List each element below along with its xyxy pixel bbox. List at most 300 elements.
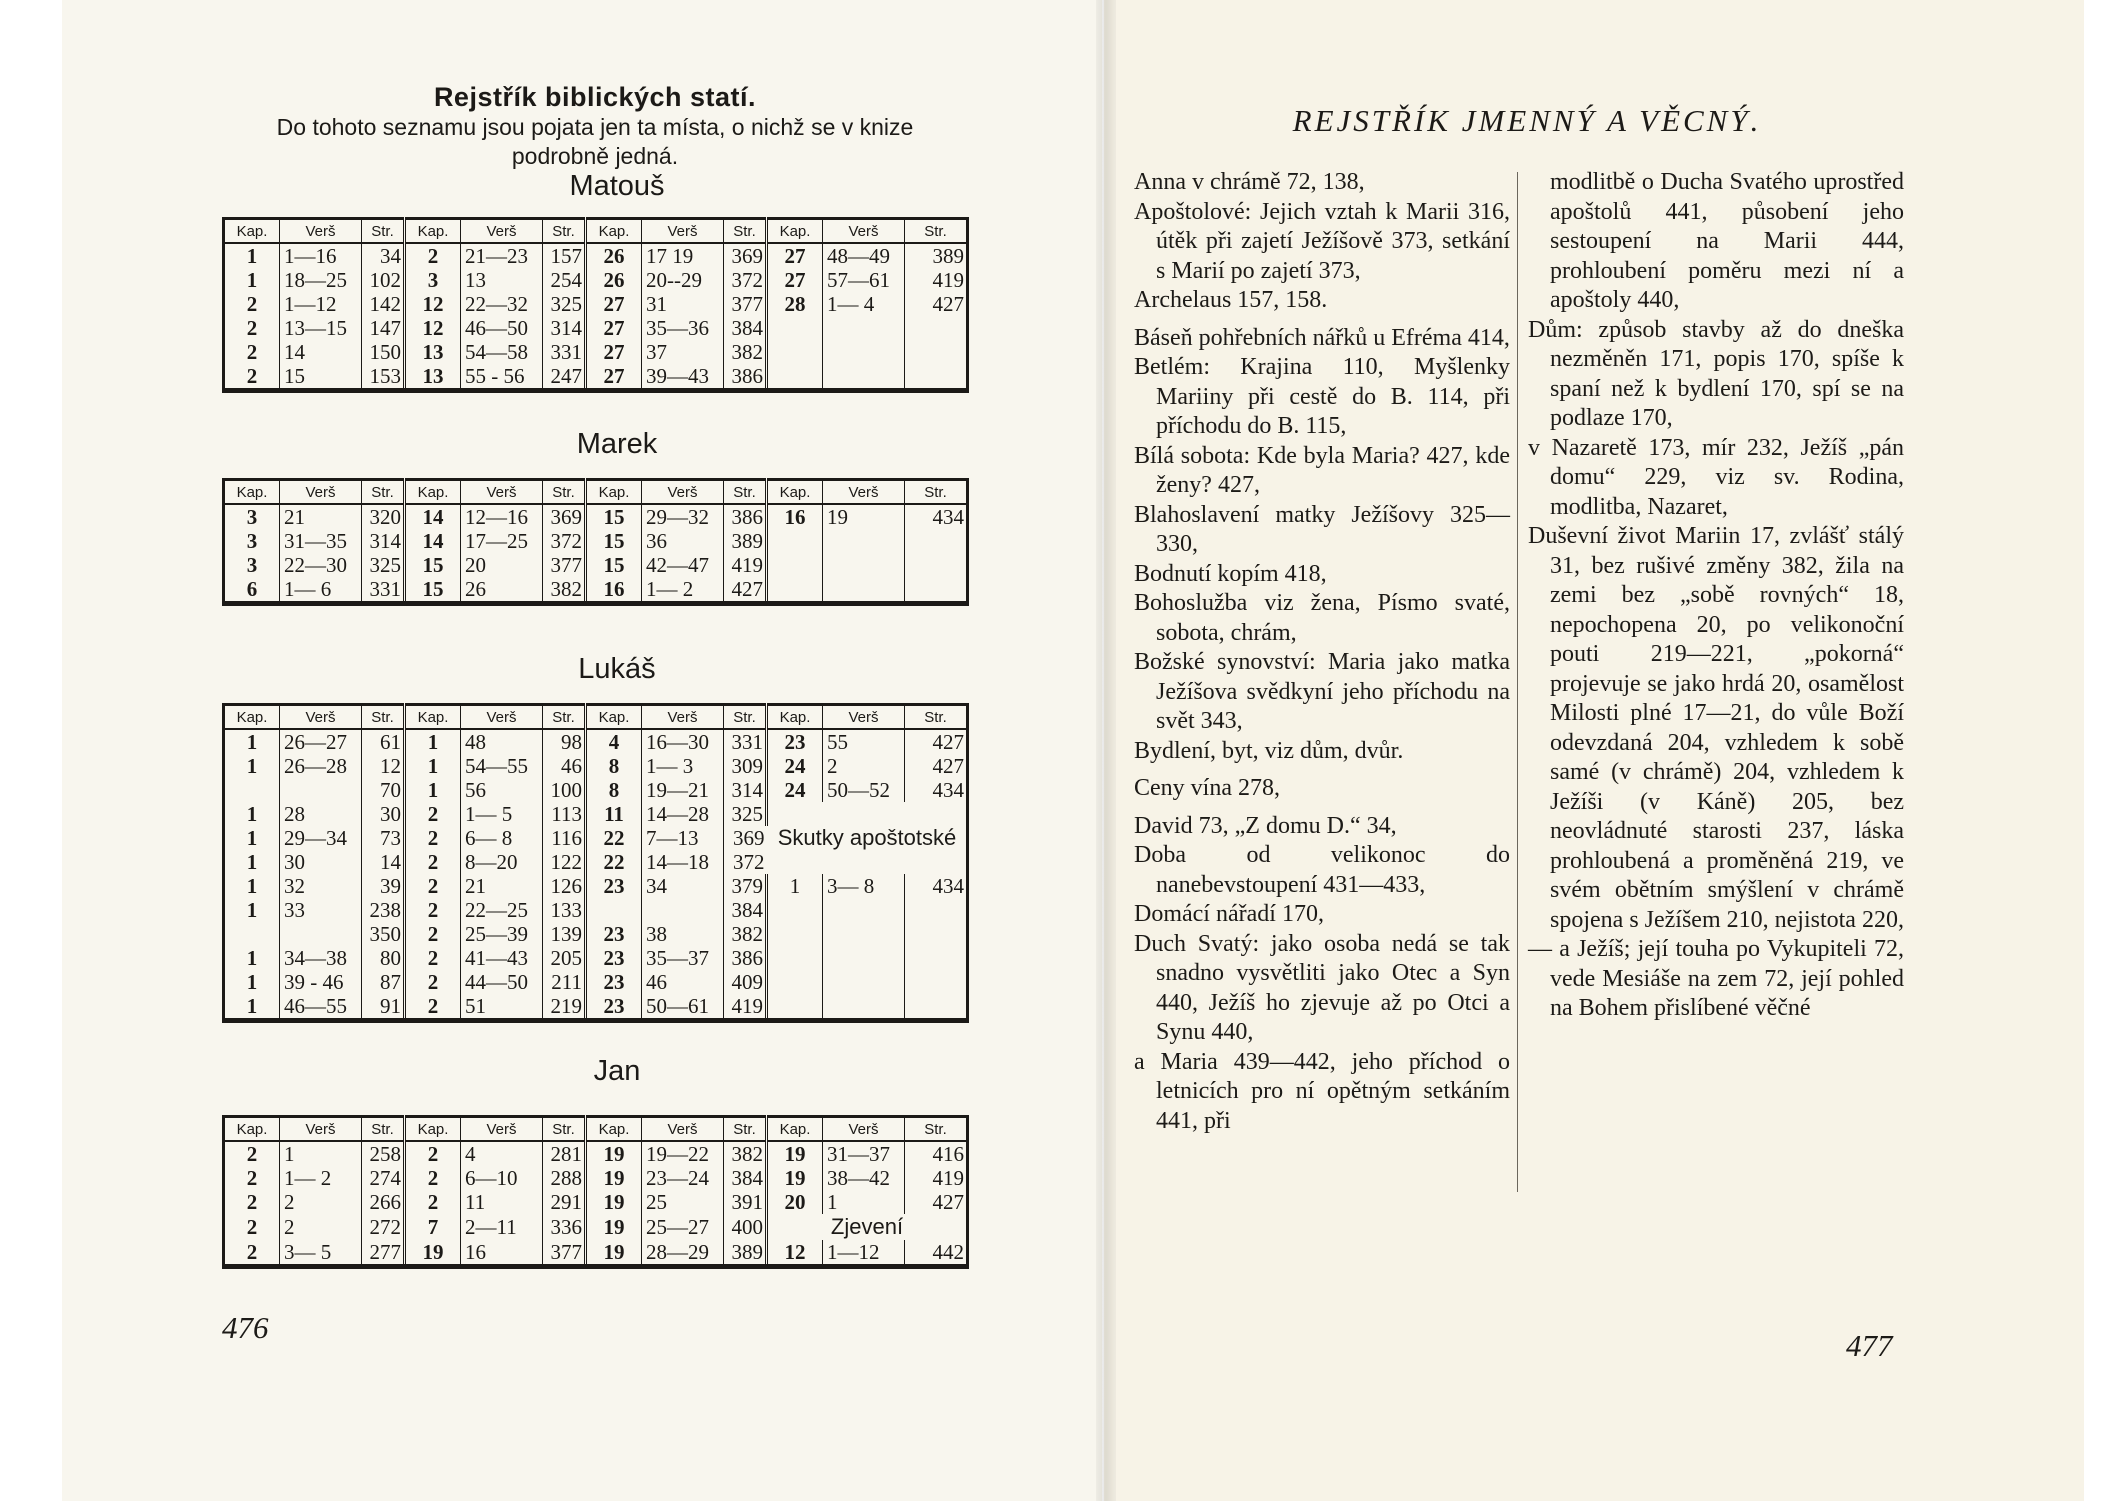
table-cell: 38 [642, 922, 724, 946]
table-cell: 142 [362, 292, 405, 316]
table-cell: 19 [586, 1214, 642, 1240]
table-cell: 419 [932, 1166, 964, 1190]
table-cell: 22 [586, 826, 642, 850]
table-cell: 1—12 [280, 292, 362, 316]
table-cell: 1 [224, 826, 280, 850]
table-cell: 400 [724, 1214, 767, 1240]
column-header: Str. [362, 1117, 405, 1142]
table-cell: 11 [461, 1190, 543, 1214]
table-cell: 19 [586, 1141, 642, 1166]
gospel-matous-title: Matouš [569, 170, 665, 202]
table-cell [224, 922, 280, 946]
table-cell: 20--29 [642, 268, 724, 292]
table-cell: 13 [405, 364, 461, 391]
table-cell: 281 [543, 1141, 586, 1166]
table-cell: 1 [224, 946, 280, 970]
table-cell: 2—11 [461, 1214, 543, 1240]
table-cell: 1— 5 [461, 802, 543, 826]
table-cell: 254 [543, 268, 586, 292]
index-entry: modlitbě o Ducha Svatého uprostřed apoštolů 441, působení jeho sestoupení na Marii 444, prohloubení poměru mezi ní a apoštoly 440, [1550, 169, 1904, 313]
table-cell: 382 [543, 577, 586, 604]
column-header: Kap. [224, 219, 280, 244]
table-cell [823, 577, 905, 604]
table-cell: 16 [767, 504, 823, 529]
table-cell: 1 [405, 754, 461, 778]
table-cell: 12 [362, 754, 405, 778]
column-header: Verš [642, 480, 724, 505]
table-cell: 4 [461, 1141, 543, 1166]
table-cell: 19—22 [642, 1141, 724, 1166]
index-entry: Doba od velikonoc do nanebevstoupení 431—433, [1134, 842, 1510, 898]
table-cell: 1 [224, 802, 280, 826]
table-cell: 122 [543, 850, 586, 874]
table-cell: 27 [586, 292, 642, 316]
table-cell: 116 [543, 826, 586, 850]
table-cell: 48—49 [823, 243, 905, 268]
table-cell: 19 [767, 1141, 823, 1166]
table-cell: 266 [362, 1190, 405, 1214]
table-cell [767, 577, 823, 604]
table-cell: 2 [224, 1166, 280, 1190]
table-cell: 2 [405, 1141, 461, 1166]
table-cell: 14—18 [642, 850, 724, 874]
table-cell: 377 [543, 553, 586, 577]
index-entry: Apoštolové: Jejich vztah k Marii 316, útěk při zajetí Ježíšově 373, setkání s Marií po zajetí 373, [1134, 198, 1510, 284]
table-cell: 26 [586, 243, 642, 268]
table-row [224, 1166, 968, 1190]
table-cell: 50—61 [642, 994, 724, 1021]
table-cell: 369 [724, 243, 767, 268]
table-cell: 3— 8 [823, 874, 905, 898]
table-cell: 1— 2 [642, 577, 724, 604]
table-cell [905, 364, 968, 391]
table-cell: 8 [586, 778, 642, 802]
bible-index-header [200, 82, 990, 170]
table-cell: 2 [405, 946, 461, 970]
table-cell: 46 [543, 754, 586, 778]
table-cell [280, 922, 362, 946]
table-cell: 17—25 [461, 529, 543, 553]
table-cell: 314 [543, 316, 586, 340]
table-cell: 30 [280, 850, 362, 874]
table-cell: 46 [642, 970, 724, 994]
table-cell: 21—23 [461, 243, 543, 268]
table-cell: 46—50 [461, 316, 543, 340]
table-cell: 31—35 [280, 529, 362, 553]
page-number-left: 476 [222, 1310, 269, 1345]
index-entry: Anna v chrámě 72, 138, [1134, 169, 1365, 195]
index-entry: v Nazaretě 173, mír 232, Ježíš „pán domu“ 229, viz sv. Rodina, modlitba, Nazaret, [1528, 434, 1904, 520]
table-cell: 55 - 56 [461, 364, 543, 391]
table-cell: 382 [724, 340, 767, 364]
table-cell: 384 [724, 1166, 767, 1190]
column-header: Str. [543, 705, 586, 730]
table-cell: 73 [362, 826, 405, 850]
table-cell: 1 [280, 1141, 362, 1166]
column-header: Verš [280, 480, 362, 505]
table-cell: 15 [405, 577, 461, 604]
index-entry: Bodnutí kopím 418, [1134, 560, 1327, 587]
gospel-jan-title: Jan [593, 1055, 641, 1087]
table-cell: 16 [461, 1240, 543, 1267]
index-entry: Blahoslavení matky Ježíšovy 325—330, [1134, 501, 1510, 557]
table-cell: 26—28 [280, 754, 362, 778]
table-cell: 35—37 [642, 946, 724, 970]
index-entry: Bohoslužba viz žena, Písmo svaté, sobota, chrám, [1134, 590, 1510, 646]
table-row [224, 754, 968, 778]
gospel-lukas-table [222, 703, 969, 1023]
column-header: Str. [362, 705, 405, 730]
table-cell: 3— 5 [280, 1240, 362, 1267]
column-header: Kap. [224, 705, 280, 730]
table-cell: 19 [586, 1166, 642, 1190]
column-header: Str. [905, 1117, 968, 1142]
column-header: Str. [905, 705, 968, 730]
table-cell: 14 [405, 504, 461, 529]
table-cell [823, 364, 905, 391]
table-cell [905, 922, 968, 946]
table-cell: 1 [224, 729, 280, 754]
index-entry: Bílá sobota: Kde byla Maria? 427, kde ženy? 427, [1134, 442, 1510, 498]
table-cell: 57—61 [823, 268, 905, 292]
table-cell: 379 [724, 874, 767, 898]
table-cell: 27 [586, 316, 642, 340]
table-cell [905, 340, 968, 364]
column-divider [1517, 172, 1518, 1192]
table-cell: 3 [224, 504, 280, 529]
bible-index-title: Rejstřík biblických statí. [433, 82, 757, 112]
table-cell: 46—55 [280, 994, 362, 1021]
table-cell: 2 [405, 994, 461, 1021]
table-cell: 2 [280, 1214, 362, 1240]
column-header: Verš [280, 219, 362, 244]
table-cell: 54—55 [461, 754, 543, 778]
table-cell: 3 [405, 268, 461, 292]
table-cell: 320 [362, 504, 405, 529]
column-header: Kap. [767, 219, 823, 244]
table-cell: 35—36 [642, 316, 724, 340]
table-cell: 2 [224, 340, 280, 364]
table-cell: 39 - 46 [280, 970, 362, 994]
table-cell: 80 [362, 946, 405, 970]
table-cell: 14 [280, 340, 362, 364]
table-cell: 384 [724, 316, 767, 340]
table-cell: 16 [586, 577, 642, 604]
table-cell: 70 [362, 778, 405, 802]
column-header: Kap. [405, 480, 461, 505]
index-entry: Duševní život Mariin 17, zvlášť stálý 31, bez rušivé změny 382, žila na zemi bez „sobě rovných“ 18, nepochopena 20, po velikonoční pouti 219—221, „pokorná“ projevuje se jako hrdá 20, osamělost Milosti plné 17—21, do vůle Boží odevzdaná 204, vzhledem k sobě samé (v chrámě) 204, vzhledem k Ježíši (v Káně) 205, bez neovládnuté starosti 237, láska prohloubená a proměněná 219, ve svém obětním smýšlení v chrámě spojena s Ježíšem 210, nejistota 220, [1528, 523, 1904, 933]
table-cell: 1—16 [280, 243, 362, 268]
table-cell: 336 [543, 1214, 586, 1240]
table-cell: 2 [405, 922, 461, 946]
table-cell: 2 [224, 316, 280, 340]
table-cell [767, 994, 823, 1021]
column-header: Kap. [224, 1117, 280, 1142]
table-cell: 126 [543, 874, 586, 898]
table-cell: 12—16 [461, 504, 543, 529]
table-cell [767, 364, 823, 391]
table-cell [767, 529, 823, 553]
table-cell [823, 529, 905, 553]
table-row [224, 243, 968, 268]
table-cell: 91 [362, 994, 405, 1021]
index-column-left [1134, 168, 1510, 1136]
table-cell: 277 [362, 1240, 405, 1267]
table-cell: 409 [724, 970, 767, 994]
index-column-right [1528, 168, 1904, 1024]
column-header: Kap. [586, 1117, 642, 1142]
table-cell: 18—25 [280, 268, 362, 292]
column-header: Str. [724, 705, 767, 730]
table-cell: 25 [642, 1190, 724, 1214]
table-cell: 1 [224, 898, 280, 922]
table-header-row [224, 1117, 968, 1142]
table-cell: 33 [280, 898, 362, 922]
table-cell: 219 [543, 994, 586, 1021]
table-cell: 27 [586, 364, 642, 391]
table-cell: 8 [586, 754, 642, 778]
table-row [224, 340, 968, 364]
table-cell: 15 [405, 553, 461, 577]
table-cell [823, 970, 905, 994]
table-cell: 17 19 [642, 243, 724, 268]
table-cell: 382 [724, 1141, 767, 1166]
table-cell: 427 [724, 577, 767, 604]
table-cell: 386 [724, 364, 767, 391]
index-entry: Dům: způsob stavby až do dneška nezměněn 171, popis 170, spíše k spaní než k bydlení 170, spí se na podlaze 170, [1528, 316, 1904, 431]
table-cell [905, 577, 968, 604]
table-cell: 113 [543, 802, 586, 826]
table-cell: 22—32 [461, 292, 543, 316]
table-cell: 15 [586, 529, 642, 553]
table-cell: 29—32 [642, 504, 724, 529]
table-cell: 30 [362, 802, 405, 826]
table-cell: 2 [224, 1240, 280, 1267]
table-cell: 419 [724, 994, 767, 1021]
table-row [224, 898, 968, 922]
column-header: Verš [461, 1117, 543, 1142]
column-header: Verš [461, 480, 543, 505]
table-cell: 2 [405, 850, 461, 874]
table-cell: 48 [461, 729, 543, 754]
table-row [224, 1214, 968, 1240]
index-entry: Archelaus 157, 158. [1134, 287, 1328, 313]
subheading-acts: Skutky apoštotské [777, 825, 957, 850]
table-row [224, 946, 968, 970]
table-row [224, 1190, 968, 1214]
table-cell: 8—20 [461, 850, 543, 874]
table-cell: 12 [405, 292, 461, 316]
table-cell: 6 [224, 577, 280, 604]
table-cell: 372 [733, 850, 765, 874]
table-cell: 37 [642, 340, 724, 364]
table-cell: 12 [767, 1240, 823, 1267]
table-cell: 24 [767, 754, 823, 778]
table-cell: 369 [543, 504, 586, 529]
table-cell: 314 [724, 778, 767, 802]
table-row [224, 1141, 968, 1166]
table-cell: 2 [405, 874, 461, 898]
table-cell [767, 922, 823, 946]
index-entry: Betlém: Krajina 110, Myšlenky Mariiny při cestě do B. 114, při příchodu do B. 115, [1134, 354, 1510, 439]
table-cell [823, 316, 905, 340]
bible-index-note-line1: Do tohoto seznamu jsou pojata jen ta místa, o nichž se v knize [276, 114, 914, 140]
table-cell: 50—52 [823, 778, 905, 802]
column-header: Verš [461, 219, 543, 244]
table-cell: 6— 8 [461, 826, 543, 850]
table-cell: 87 [362, 970, 405, 994]
table-cell: 274 [362, 1166, 405, 1190]
index-entry: Božské synovství: Maria jako matka Ježíšova svědkyní jeho příchodu na svět 343, [1134, 649, 1510, 734]
table-cell [767, 553, 823, 577]
table-cell: 19—21 [642, 778, 724, 802]
table-cell: 23 [586, 922, 642, 946]
column-header: Kap. [767, 1117, 823, 1142]
table-cell: 13—15 [280, 316, 362, 340]
table-cell: 211 [543, 970, 586, 994]
table-cell: 102 [362, 268, 405, 292]
table-cell: 23 [767, 729, 823, 754]
table-cell: 39—43 [642, 364, 724, 391]
table-row [224, 268, 968, 292]
table-cell: 2 [405, 898, 461, 922]
table-row [224, 729, 968, 754]
column-header: Kap. [224, 480, 280, 505]
table-cell: 1 [405, 778, 461, 802]
column-header: Str. [543, 1117, 586, 1142]
table-cell: 1— 2 [280, 1166, 362, 1190]
table-cell [823, 946, 905, 970]
gospel-marek-table [222, 478, 969, 606]
table-cell [823, 898, 905, 922]
table-cell [280, 778, 362, 802]
table-cell: 19 [767, 1166, 823, 1190]
column-header: Kap. [405, 219, 461, 244]
table-row [224, 316, 968, 340]
table-row [224, 553, 968, 577]
column-header: Kap. [767, 480, 823, 505]
table-cell [905, 553, 968, 577]
column-header: Str. [543, 219, 586, 244]
table-cell: 247 [543, 364, 586, 391]
column-header: Kap. [586, 480, 642, 505]
table-cell: 34—38 [280, 946, 362, 970]
table-cell: 434 [932, 505, 964, 529]
table-cell: 61 [362, 729, 405, 754]
column-header: Verš [642, 1117, 724, 1142]
table-cell: 32 [280, 874, 362, 898]
table-cell: 23—24 [642, 1166, 724, 1190]
table-cell: 14 [405, 529, 461, 553]
table-cell: 291 [543, 1190, 586, 1214]
table-row [224, 970, 968, 994]
table-cell: 22 [586, 850, 642, 874]
table-cell: 14—28 [642, 802, 724, 826]
table-cell: 133 [543, 898, 586, 922]
table-cell: 19 [586, 1240, 642, 1267]
table-cell: 15 [280, 364, 362, 391]
table-cell: 1— 6 [280, 577, 362, 604]
table-cell: 150 [362, 340, 405, 364]
table-cell: 419 [932, 268, 964, 292]
table-cell: 205 [543, 946, 586, 970]
table-cell: 26 [461, 577, 543, 604]
table-cell: 25—27 [642, 1214, 724, 1240]
table-cell: 1 [224, 994, 280, 1021]
table-cell: 3 [224, 529, 280, 553]
index-entry: Bydlení, byt, viz dům, dvůr. [1134, 737, 1404, 764]
table-cell [224, 778, 280, 802]
table-cell: 2 [224, 1190, 280, 1214]
table-cell: 325 [362, 553, 405, 577]
table-cell: 325 [543, 292, 586, 316]
table-cell: 2 [224, 1141, 280, 1166]
column-header: Verš [823, 705, 905, 730]
table-cell: 2 [405, 970, 461, 994]
table-cell: 331 [362, 577, 405, 604]
table-row [224, 292, 968, 316]
table-cell: 147 [362, 316, 405, 340]
table-cell: 15 [586, 553, 642, 577]
table-cell: 36 [642, 529, 724, 553]
gospel-marek-title: Marek [576, 428, 658, 460]
table-cell: 1 [823, 1190, 905, 1214]
column-header: Kap. [767, 705, 823, 730]
table-cell: 31—37 [823, 1141, 905, 1166]
table-cell: 416 [932, 1142, 964, 1166]
index-entry: a Maria 439—442, jeho příchod o letnicích pro ní opětným setkáním 441, při [1134, 1048, 1510, 1134]
table-cell: 434 [932, 874, 964, 898]
column-header: Str. [362, 480, 405, 505]
table-cell: 38—42 [823, 1166, 905, 1190]
table-cell: 382 [724, 922, 767, 946]
table-cell [767, 340, 823, 364]
table-cell: 427 [932, 292, 964, 316]
table-cell: 2 [224, 292, 280, 316]
table-cell: 7 [405, 1214, 461, 1240]
table-cell: 4 [586, 729, 642, 754]
table-cell: 19 [405, 1240, 461, 1267]
column-header: Kap. [586, 705, 642, 730]
table-cell: 1 [224, 970, 280, 994]
table-cell: 427 [932, 754, 964, 778]
table-cell: 389 [724, 529, 767, 553]
table-cell: 13 [405, 340, 461, 364]
table-cell: 391 [724, 1190, 767, 1214]
table-row [224, 802, 968, 826]
index-entry: — a Ježíš; její touha po Vykupiteli 72, vede Mesiáše na zem 72, její pohled na Bohem přislíbené věčné [1528, 936, 1904, 1021]
table-cell [905, 316, 968, 340]
table-row [224, 874, 968, 898]
table-cell: 26—27 [280, 729, 362, 754]
table-cell: 39 [362, 874, 405, 898]
table-header-row [224, 705, 968, 730]
table-row [224, 577, 968, 604]
column-header: Str. [905, 219, 968, 244]
table-cell [905, 994, 968, 1021]
table-cell: 1 [767, 874, 823, 898]
table-header-row [224, 480, 968, 505]
index-entry: Domácí nářadí 170, [1134, 901, 1324, 927]
table-cell: 100 [543, 778, 586, 802]
index-entry: David 73, „Z domu D.“ 34, [1134, 812, 1397, 839]
book-gutter [1096, 0, 1116, 1501]
table-cell: 288 [543, 1166, 586, 1190]
column-header: Str. [905, 480, 968, 505]
table-cell: 139 [543, 922, 586, 946]
table-cell: 27 [586, 340, 642, 364]
index-entry: Báseň pohřebních nářků u Efréma 414, [1134, 324, 1510, 351]
